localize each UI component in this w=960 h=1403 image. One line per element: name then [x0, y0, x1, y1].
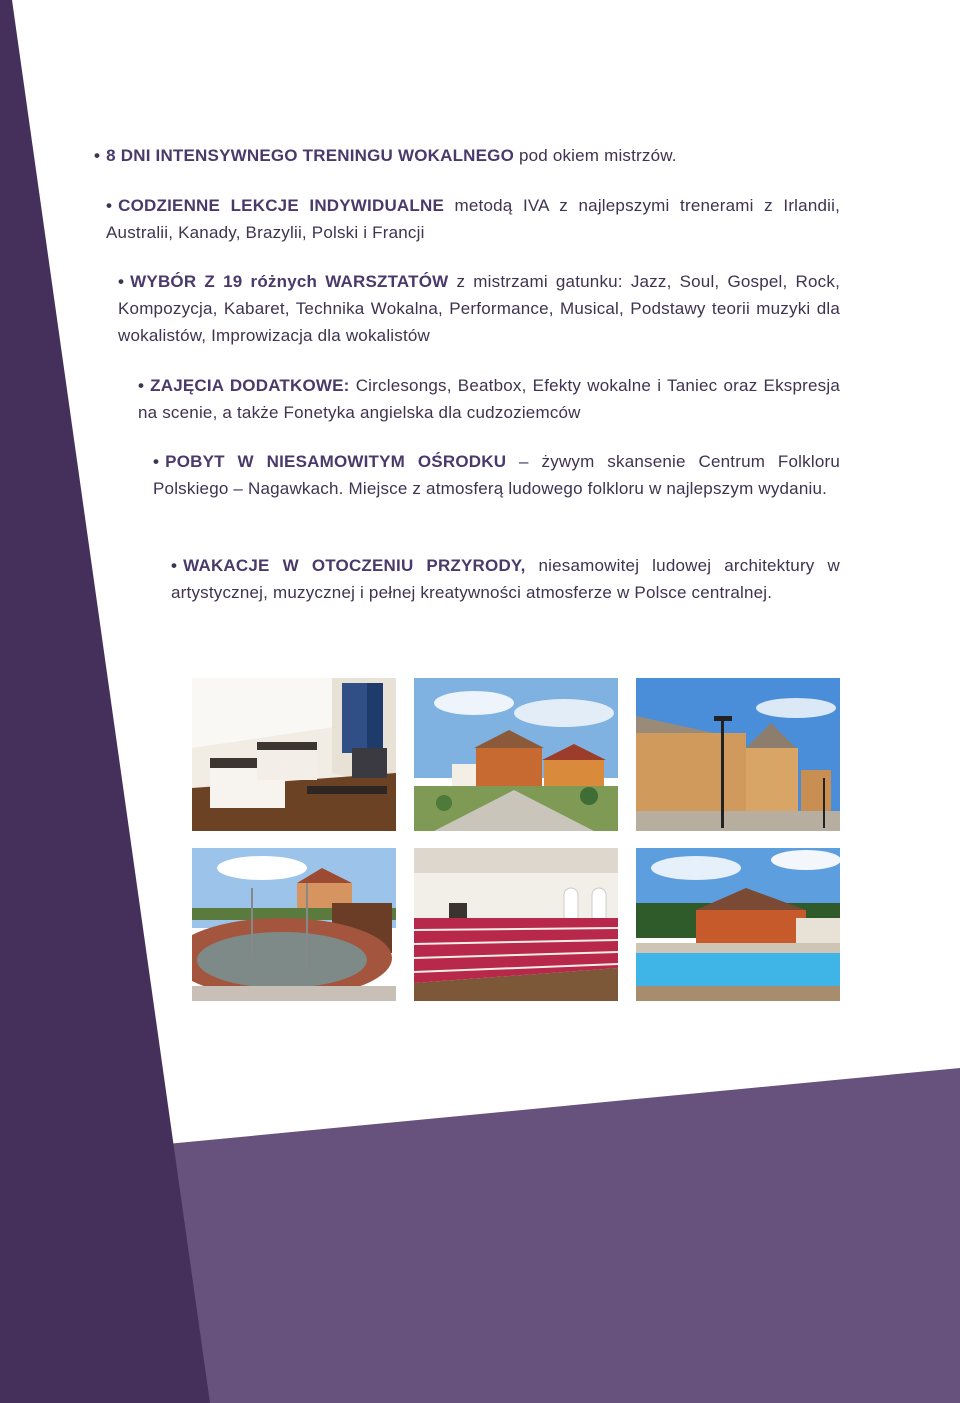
- photo-wooden-church: [636, 678, 840, 831]
- bullet: •: [171, 556, 178, 575]
- photo-concert-hall: [414, 848, 618, 1001]
- item-lead: ZAJĘCIA DODATKOWE:: [150, 376, 350, 395]
- item-text: Circlesongs, Beatbox, Efekty wokalne i Taniec oraz Ekspresja na scenie, a także Fonetyka angielska dla cudzoziemców: [138, 376, 840, 422]
- item-lead: CODZIENNE LEKCJE INDYWIDUALNE: [118, 196, 445, 215]
- photo-wooden-houses: [414, 678, 618, 831]
- photo-bedroom: [192, 678, 396, 831]
- item-lead: WAKACJE W OTOCZENIU PRZYRODY,: [183, 556, 526, 575]
- photo-amphitheater: [192, 848, 396, 1001]
- feature-item-1: [94, 142, 840, 169]
- feature-item-5: [153, 448, 840, 502]
- item-text: z mistrzami gatunku: Jazz, Soul, Gospel, Rock, Kompozycja, Kabaret, Technika Wokalna, Performance, Musical, Podstawy teorii muzyki dla wokalistów, Improwizacja dla wokalistów: [118, 272, 840, 345]
- photo-pool: [636, 848, 840, 1001]
- feature-item-6: [171, 552, 840, 606]
- bullet: •: [94, 146, 101, 165]
- item-text: pod okiem mistrzów.: [514, 146, 677, 165]
- feature-item-4: [138, 372, 840, 426]
- bullet: •: [106, 196, 113, 215]
- bullet: •: [138, 376, 145, 395]
- feature-item-2: [106, 192, 840, 246]
- item-lead: POBYT W NIESAMOWITYM OŚRODKU: [165, 452, 507, 471]
- item-lead: WYBÓR Z 19 różnych WARSZTATÓW: [130, 272, 449, 291]
- item-lead: 8 DNI INTENSYWNEGO TRENINGU WOKALNEGO: [106, 146, 515, 165]
- item-text: – żywym skansenie Centrum Folkloru Polskiego – Nagawkach. Miejsce z atmosferą ludowego folkloru w najlepszym wydaniu.: [153, 452, 840, 498]
- bullet: •: [153, 452, 160, 471]
- bullet: •: [118, 272, 125, 291]
- item-text: niesamowitej ludowej architektury w artystycznej, muzycznej i pełnej kreatywności atmosferze w Polsce centralnej.: [171, 556, 840, 602]
- item-text: metodą IVA z najlepszymi trenerami z Irlandii, Australii, Kanady, Brazylii, Polski i Francji: [106, 196, 840, 242]
- feature-item-3: [118, 268, 840, 349]
